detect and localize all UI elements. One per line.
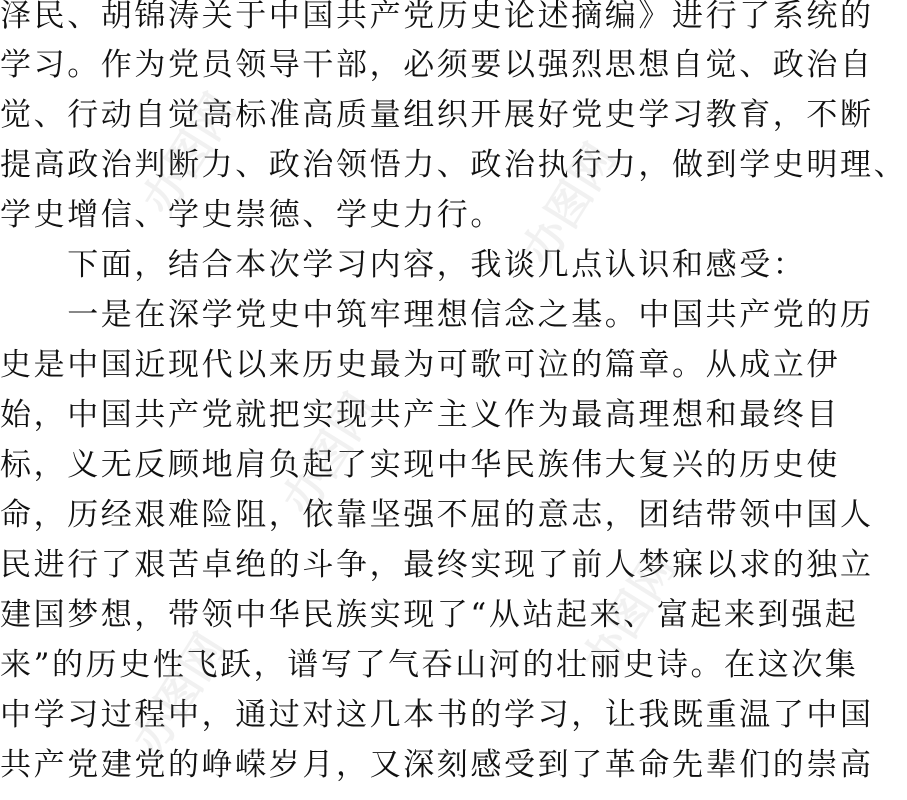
watermark: 办图网 — [123, 624, 237, 764]
text-line: 泽民、胡锦涛关于中国共产党历史论述摘编》进行了系统的 — [0, 0, 874, 34]
text-line: 下面，结合本次学习内容，我谈几点认识和感受： — [0, 247, 807, 283]
text-line: 史是中国近现代以来历史最为可歌可泣的篇章。从成立伊 — [0, 347, 840, 383]
text-line: 学习。作为党员领导干部，必须要以强烈思想自觉、政治自 — [0, 47, 874, 83]
watermark: 办图网 — [133, 84, 247, 224]
watermark: 办图网 — [273, 384, 387, 524]
text-line: 中学习过程中，通过对这几本书的学习，让我既重温了中国 — [0, 697, 874, 733]
text-line: 共产党建党的峥嵘岁月，又深刻感受到了革命先辈们的崇高 — [0, 747, 874, 783]
text-line: 觉、行动自觉高标准高质量组织开展好党史学习教育，不断 — [0, 97, 874, 133]
text-line: 命，历经艰难险阻，依靠坚强不屈的意志，团结带领中国人 — [0, 497, 874, 533]
text-line: 学史增信、学史崇德、学史力行。 — [0, 197, 504, 233]
watermark: 办图网 — [513, 134, 627, 274]
text-line: 民进行了艰苦卓绝的斗争，最终实现了前人梦寐以求的独立 — [0, 547, 874, 583]
text-line: 始，中国共产党就把实现共产主义作为最高理想和最终目 — [0, 397, 840, 433]
watermark: 办图网 — [573, 544, 687, 684]
text-line: 建国梦想，带领中华民族实现了“从站起来、富起来到强起 — [0, 597, 859, 633]
text-line: 来”的历史性飞跃，谱写了气吞山河的壮丽史诗。在这次集 — [0, 647, 859, 683]
text-line: 提高政治判断力、政治领悟力、政治执行力，做到学史明理、 — [0, 147, 907, 183]
text-line: 标，义无反顾地肩负起了实现中华民族伟大复兴的历史使 — [0, 447, 840, 483]
text-line: 一是在深学党史中筑牢理想信念之基。中国共产党的历 — [0, 297, 874, 333]
